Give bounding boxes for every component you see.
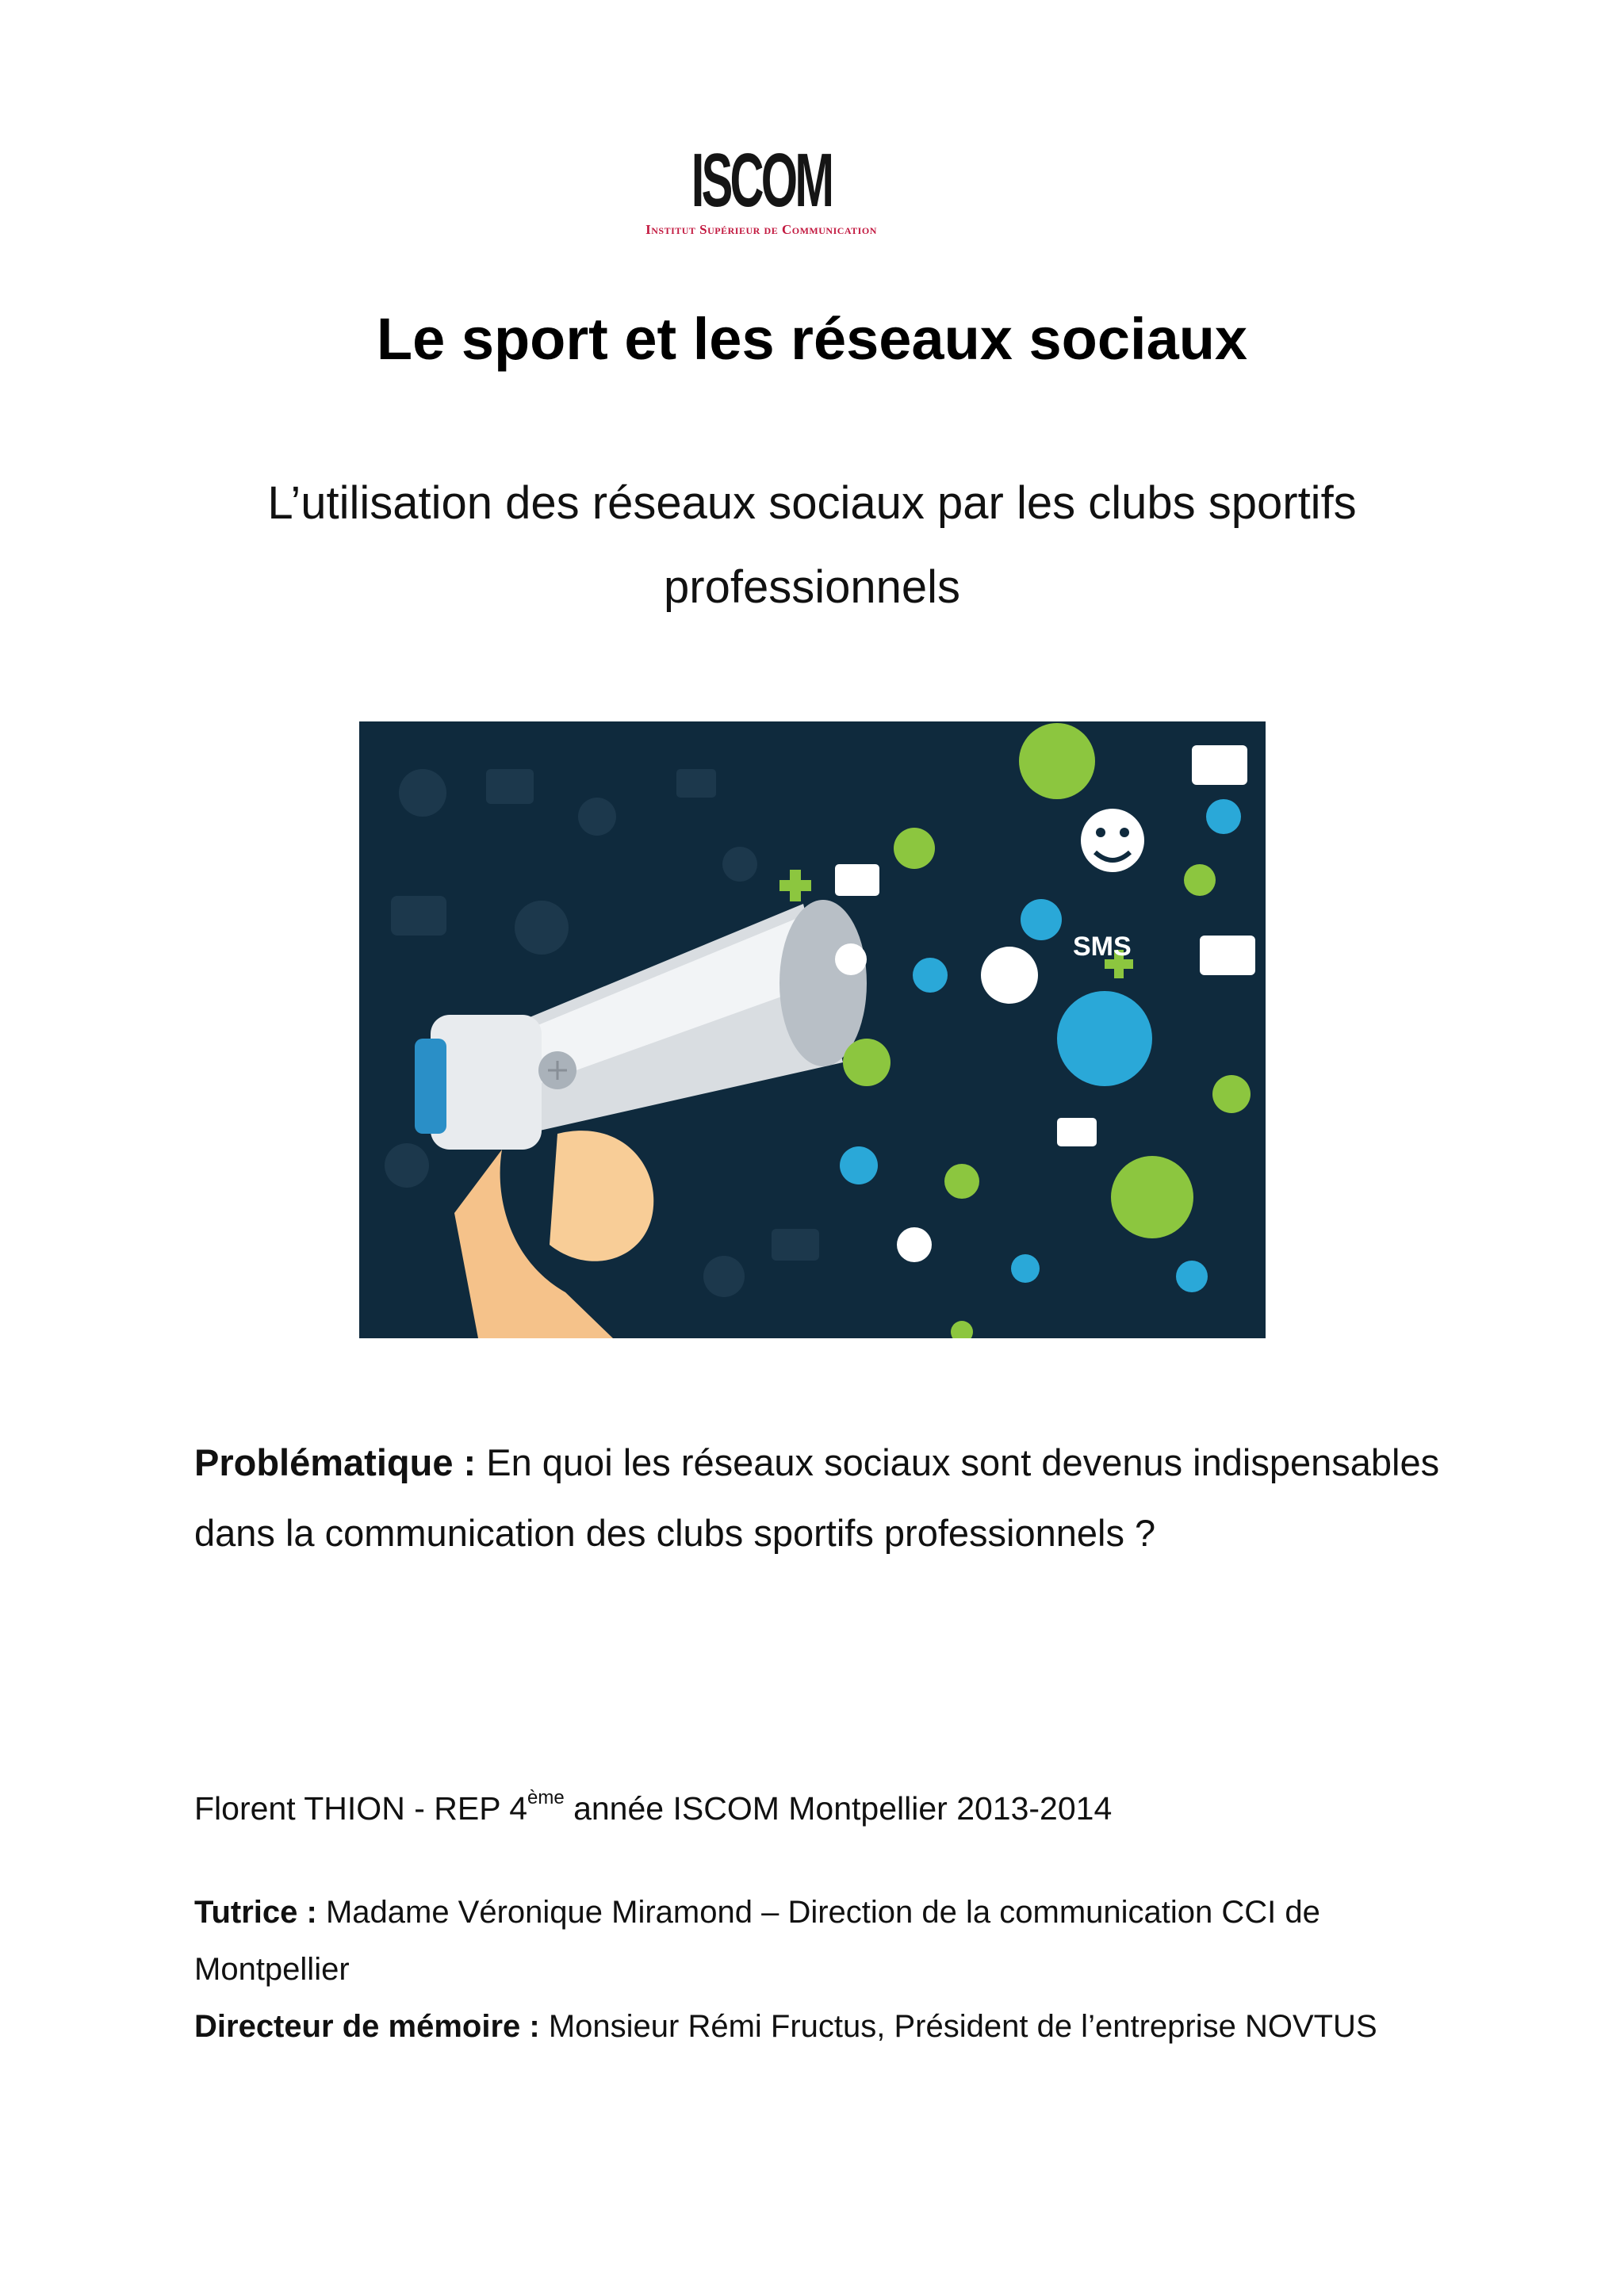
megaphone-illustration bbox=[359, 721, 1266, 1338]
tutor-label: Tutrice : bbox=[194, 1895, 317, 1930]
megaphone-social-icons-image bbox=[359, 721, 1266, 1338]
author-line bbox=[194, 1774, 1542, 1832]
problem-label: Problématique : bbox=[194, 1441, 477, 1483]
author-text-end: année ISCOM Montpellier 2013-2014 bbox=[564, 1790, 1113, 1827]
page-title: Le sport et les réseaux sociaux bbox=[376, 306, 1248, 372]
logo-wordmark: ISCOM bbox=[691, 138, 832, 223]
director-line bbox=[194, 1998, 1463, 2055]
problem-text: En quoi les réseaux sociaux sont devenus indispensables dans la communication des clubs sportifs professionnels ? bbox=[194, 1441, 1440, 1554]
logo-subtitle: Institut Supérieur de Communication bbox=[645, 222, 877, 237]
tutor-text: Madame Véronique Miramond – Direction de la communication CCI de Montpellier bbox=[194, 1895, 1320, 1987]
sms-label: SMS bbox=[1073, 932, 1132, 962]
problem-statement bbox=[194, 1427, 1463, 1568]
iscom-logo bbox=[619, 138, 904, 238]
page-subtitle: L’utilisation des réseaux sociaux par les clubs sportifs professionnels bbox=[267, 477, 1357, 613]
director-text: Monsieur Rémi Fructus, Président de l’entreprise NOVTUS bbox=[539, 2009, 1377, 2044]
director-label: Directeur de mémoire : bbox=[194, 2009, 540, 2044]
author-superscript: ème bbox=[527, 1787, 565, 1808]
tutor-line bbox=[194, 1884, 1463, 1998]
author-text-start: Florent THION - REP 4 bbox=[194, 1790, 527, 1827]
credits bbox=[194, 1884, 1463, 2055]
